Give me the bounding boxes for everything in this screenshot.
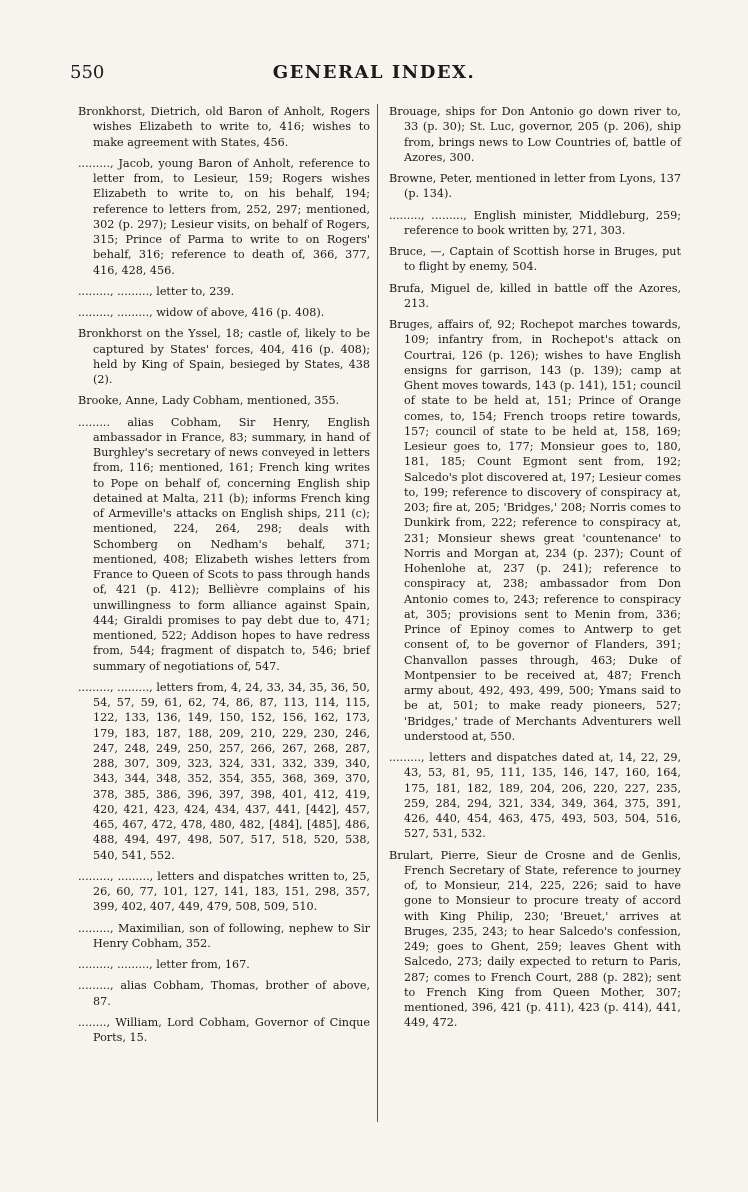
index-entry: ........., ........., letter from, 167. [78, 958, 250, 971]
index-entry: Bruges, affairs of, 92; Rochepot marches towards, 109; infantry from, in Rochepot's attack on Courtrai, 126 (p. 126); wishes to have English ensigns for garrison, 143 (p. 139); camp at Ghent moves towards, 143 (p. 141), 151; council of state to be held at, 151; Prince of Orange comes, to, 154; French troops retire towards, 157; council of state to be held at, 158, 169; Lesieur goes to, 177; Monsieur goes to, 180, 181, 185; Count Egmont sent from, 192; Salcedo's plot discovered at, 197; Lesieur comes to, 199; reference to discovery of conspiracy at, 203; fire at, 205; 'Bridges,' 208; Norris comes to Dunkirk from, 222; reference to conspiracy at, 231; Monsieur shews great 'countenance' to Norris and Morgan at, 234 (p. 237); Count of Hohenlohe at, 237 (p. 241); reference to conspiracy at, 238; ambassador from Don Antonio comes to, 243; reference to conspiracy at, 305; provisions sent to Menin from, 336; Prince of Epinoy comes to Antwerp to get consent of, to be governor of Flanders, 391; Chanvallon passes through, 463; Duke of Montpensier to be received at, 487; French army about, 492, 493, 499, 500; Ymans said to be at, 501; to make ready pioneers, 527; 'Bridges,' trade of Merchants Adventurers well understood at, 550. [389, 318, 681, 743]
page-number: 550 [70, 62, 105, 83]
index-entry: ........., alias Cobham, Thomas, brother of above, 87. [78, 979, 370, 1008]
page-header [70, 62, 678, 88]
index-entry: Bronkhorst, Dietrich, old Baron of Anholt, Rogers wishes Elizabeth to write to, 416; wishes to make agreement with States, 456. [78, 105, 370, 149]
index-entry: Brooke, Anne, Lady Cobham, mentioned, 355. [78, 394, 340, 408]
index-entry: Browne, Peter, mentioned in letter from Lyons, 137 (p. 134). [389, 172, 681, 201]
right-column [389, 104, 681, 1037]
index-entry: ........., ........., letters and dispatches written to, 25, 26, 60, 77, 101, 127, 141, 183, 151, 298, 357, 399, 402, 407, 449, 479, 508, 509, 510. [78, 869, 370, 914]
column-divider [377, 104, 378, 1122]
index-entry: ........., ........., letters from, 4, 24, 33, 34, 35, 36, 50, 54, 57, 59, 61, 62, 74, 86, 87, 113, 114, 115, 122, 133, 136, 149, 150, 152, 156, 162, 173, 179, 183, 187, 188, 209, 210, 229, 230, 246, 247, 248, 249, 250, 257, 266, 267, 268, 287, 288, 307, 309, 323, 324, 331, 332, 339, 340, 343, 344, 348, 352, 354, 355, 368, 369, 370, 378, 385, 386, 396, 397, 398, 401, 412, 419, 420, 421, 423, 424, 434, 437, 441, [442], 457, 465, 467, 472, 478, 480, 482, [484], [485], 486, 488, 494, 497, 498, 507, 517, 518, 520, 538, 540, 541, 552. [78, 680, 370, 862]
index-entry: Brufa, Miguel de, killed in battle off the Azores, 213. [389, 281, 681, 310]
index-entry: ........., Jacob, young Baron of Anholt, reference to letter from, to Lesieur, 159; Rogers wishes Elizabeth to write to, on his behalf, 194; reference to letters from, 252, 297; mentioned, 302 (p. 297); Lesieur visits, on behalf of Rogers, 315; Prince of Parma to write to on Rogers' behalf, 316; reference to death of, 366, 377, 416, 428, 456. [78, 156, 370, 277]
index-entry: Brouage, ships for Don Antonio go down river to, 33 (p. 30); St. Luc, governor, 205 (p. 206), ship from, brings news to Low Countries of, battle of Azores, 300. [389, 105, 681, 164]
index-entry: ........., ........., English minister, Middleburg, 259; reference to book written by, 271, 303. [389, 208, 681, 237]
left-column [78, 104, 370, 1051]
index-entry: ......... alias Cobham, Sir Henry, English ambassador in France, 83; summary, in hand of Burghley's secretary of news conveyed in letters from, 116; mentioned, 161; French king writes to Pope on behalf of, concerning English ship detained at Malta, 211 (b); informs French king of Armeville's attacks on English ships, 211 (c); mentioned, 224, 264, 298; deals with Schomberg on Nedham's behalf, 371; mentioned, 408; Elizabeth wishes letters from France to Queen of Scots to pass through hands of, 421 (p. 412); Bellièvre complains of his unwillingness to form alliance against Spain, 444; Giraldi promises to pay debt due to, 471; mentioned, 522; Addison hopes to have redress from, 544; fragment of dispatch to, 546; brief summary of negotiations of, 547. [78, 415, 370, 673]
index-entry: ........, William, Lord Cobham, Governor of Cinque Ports, 15. [78, 1015, 370, 1044]
index-entry: ........., letters and dispatches dated at, 14, 22, 29, 43, 53, 81, 95, 111, 135, 146, 147, 160, 164, 175, 181, 182, 189, 204, 206, 220, 227, 235, 259, 284, 294, 321, 334, 349, 364, 375, 391, 426, 440, 454, 463, 475, 493, 503, 504, 516, 527, 531, 532. [389, 751, 681, 841]
running-title: GENERAL INDEX. [272, 62, 476, 83]
index-entry: ........., ........., letter to, 239. [78, 284, 235, 298]
index-entry: Bruce, —, Captain of Scottish horse in Bruges, put to flight by enemy, 504. [389, 245, 681, 274]
index-entry: ........., ........., widow of above, 416 (p. 408). [78, 306, 325, 319]
index-entry: Bronkhorst on the Yssel, 18; castle of, likely to be captured by States' forces, 404, 416 (p. 408); held by King of Spain, besieged by States, 438 (2). [78, 327, 370, 386]
index-entry: Brulart, Pierre, Sieur de Crosne and de Genlis, French Secretary of State, reference to journey of, to Monsieur, 214, 225, 226; said to have gone to Monsieur to procure treaty of accord with King Philip, 230; 'Breuet,' arrives at Bruges, 235, 243; to hear Salcedo's confession, 249; goes to Ghent, 259; leaves Ghent with Salcedo, 273; daily expected to return to Paris, 287; comes to French Court, 288 (p. 282); sent to French King from Queen Mother, 307; mentioned, 396, 421 (p. 411), 423 (p. 414), 441, 449, 472. [389, 848, 681, 1030]
index-entry: ........., Maximilian, son of following, nephew to Sir Henry Cobham, 352. [78, 921, 370, 950]
